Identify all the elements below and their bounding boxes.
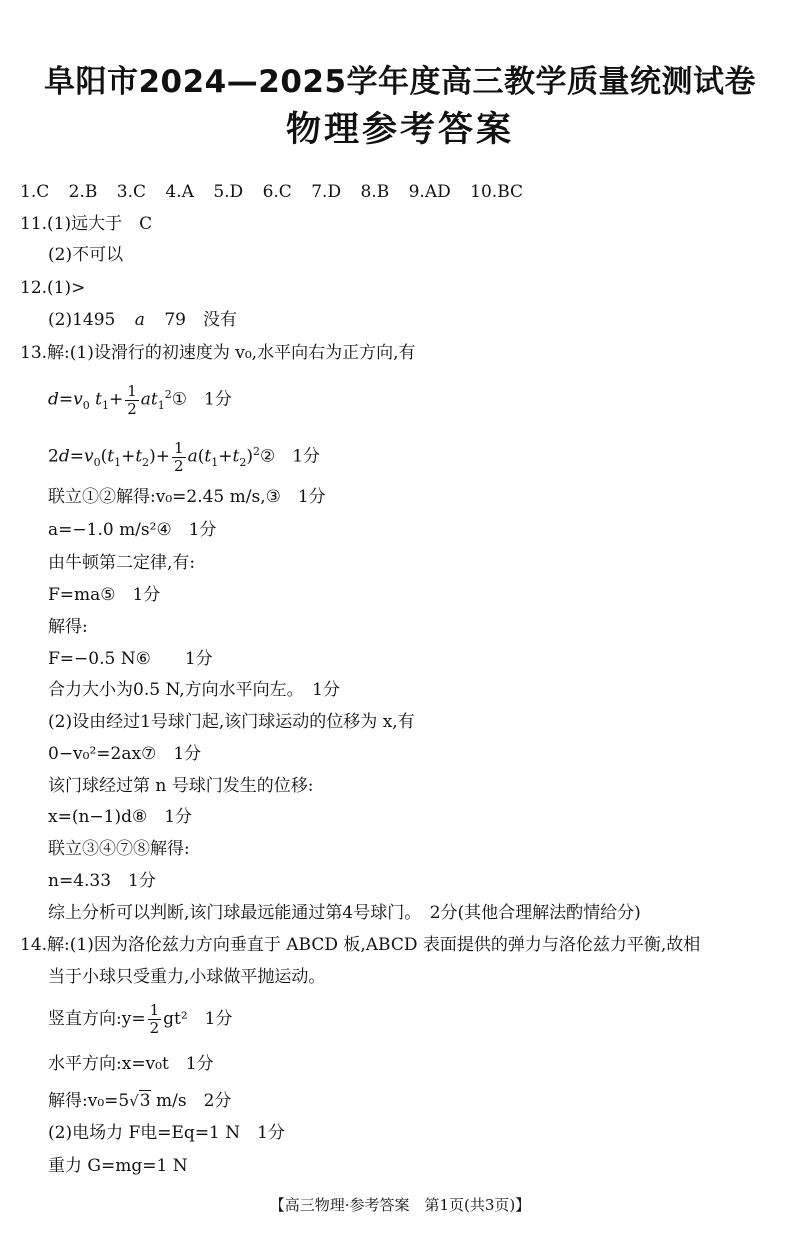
q14-vertical-equation: 竖直方向:y= $\frac{1}{2}$ gt² 1分	[48, 1001, 233, 1037]
eq1-score: ① 1分	[171, 389, 232, 410]
q13-line: a=−1.0 m/s²④ 1分	[48, 520, 217, 540]
q12-value-2: 79 没有	[164, 310, 237, 330]
answer-item: 10.BC	[470, 182, 524, 202]
q12-part2	[48, 309, 237, 331]
answer-item: 3.C	[116, 182, 146, 202]
q14-line: 当于小球只受重力,小球做平抛运动。	[48, 967, 326, 987]
q13-line: 合力大小为0.5 N,方向水平向左。 1分	[48, 680, 340, 700]
q13-line: n=4.33 1分	[48, 871, 156, 891]
answer-item: 1.C	[20, 182, 50, 202]
q13-line: 联立①②解得:v₀=2.45 m/s,③ 1分	[48, 487, 326, 507]
answer-item: 6.C	[262, 182, 292, 202]
q12-value: (2)1495	[48, 310, 116, 330]
q13-line: 联立③④⑦⑧解得:	[48, 839, 190, 859]
document-title: 阜阳市2024—2025学年度高三教学质量统测试卷	[43, 64, 757, 100]
answer-item: 7.D	[311, 182, 342, 202]
answer-item: 2.B	[68, 182, 98, 202]
q13-line: 0−v₀²=2ax⑦ 1分	[48, 744, 202, 764]
q13-intro: 13.解:(1)设滑行的初速度为 v₀,水平向右为正方向,有	[20, 343, 416, 363]
answer-item: 9.AD	[408, 182, 451, 202]
q13-line: x=(n−1)d⑧ 1分	[48, 807, 193, 827]
q13-line: (2)设由经过1号球门起,该门球运动的位移为 x,有	[48, 712, 415, 732]
q12-part1: 12.(1)>	[20, 278, 86, 298]
q11-part1: 11.(1)远大于 C	[20, 214, 153, 234]
document-subtitle: 物理参考答案	[285, 110, 514, 150]
q13-line: 解得:	[48, 617, 88, 637]
q14-line: (2)电场力 F电=Eq=1 N 1分	[48, 1123, 285, 1143]
q13-line: 由牛顿第二定律,有:	[48, 553, 196, 573]
eq2-score: ② 1分	[259, 446, 321, 467]
choice-answers	[20, 181, 537, 203]
answer-item: 5.D	[213, 182, 244, 202]
q12-symbol: a	[134, 310, 145, 330]
answer-item: 8.B	[360, 182, 390, 202]
q14-line: 水平方向:x=v₀t 1分	[48, 1054, 214, 1074]
answer-item: 4.A	[165, 182, 194, 202]
q13-line: F=−0.5 N⑥ 1分	[48, 649, 213, 669]
page-footer: 【高三物理·参考答案 第1页(共3页)】	[269, 1196, 531, 1214]
q14-line: 重力 G=mg=1 N	[48, 1156, 188, 1176]
q11-part2: (2)不可以	[48, 245, 124, 265]
q13-equation-1: $d=v_0$ $t_1+$ $\frac{1}{2}$ $at_1^2①$ 1分	[48, 381, 232, 418]
q13-line: 综上分析可以判断,该门球最远能通过第4号球门。 2分(其他合理解法酌情给分)	[48, 903, 641, 923]
q14-intro: 14.解:(1)因为洛伦兹力方向垂直于 ABCD 板,ABCD 表面提供的弹力与洛伦兹力平衡,故相	[20, 935, 701, 955]
q14-result: 解得:v₀=5√3 m/s 2分	[48, 1091, 232, 1111]
q13-equation-2: $2d=v_0(t_1+t_2)+$ $\frac{1}{2}$ $a(t_1+t_2)^2②$ 1分	[48, 438, 321, 475]
q13-line: F=ma⑤ 1分	[48, 585, 161, 605]
q13-line: 该门球经过第 n 号球门发生的位移:	[48, 776, 314, 796]
